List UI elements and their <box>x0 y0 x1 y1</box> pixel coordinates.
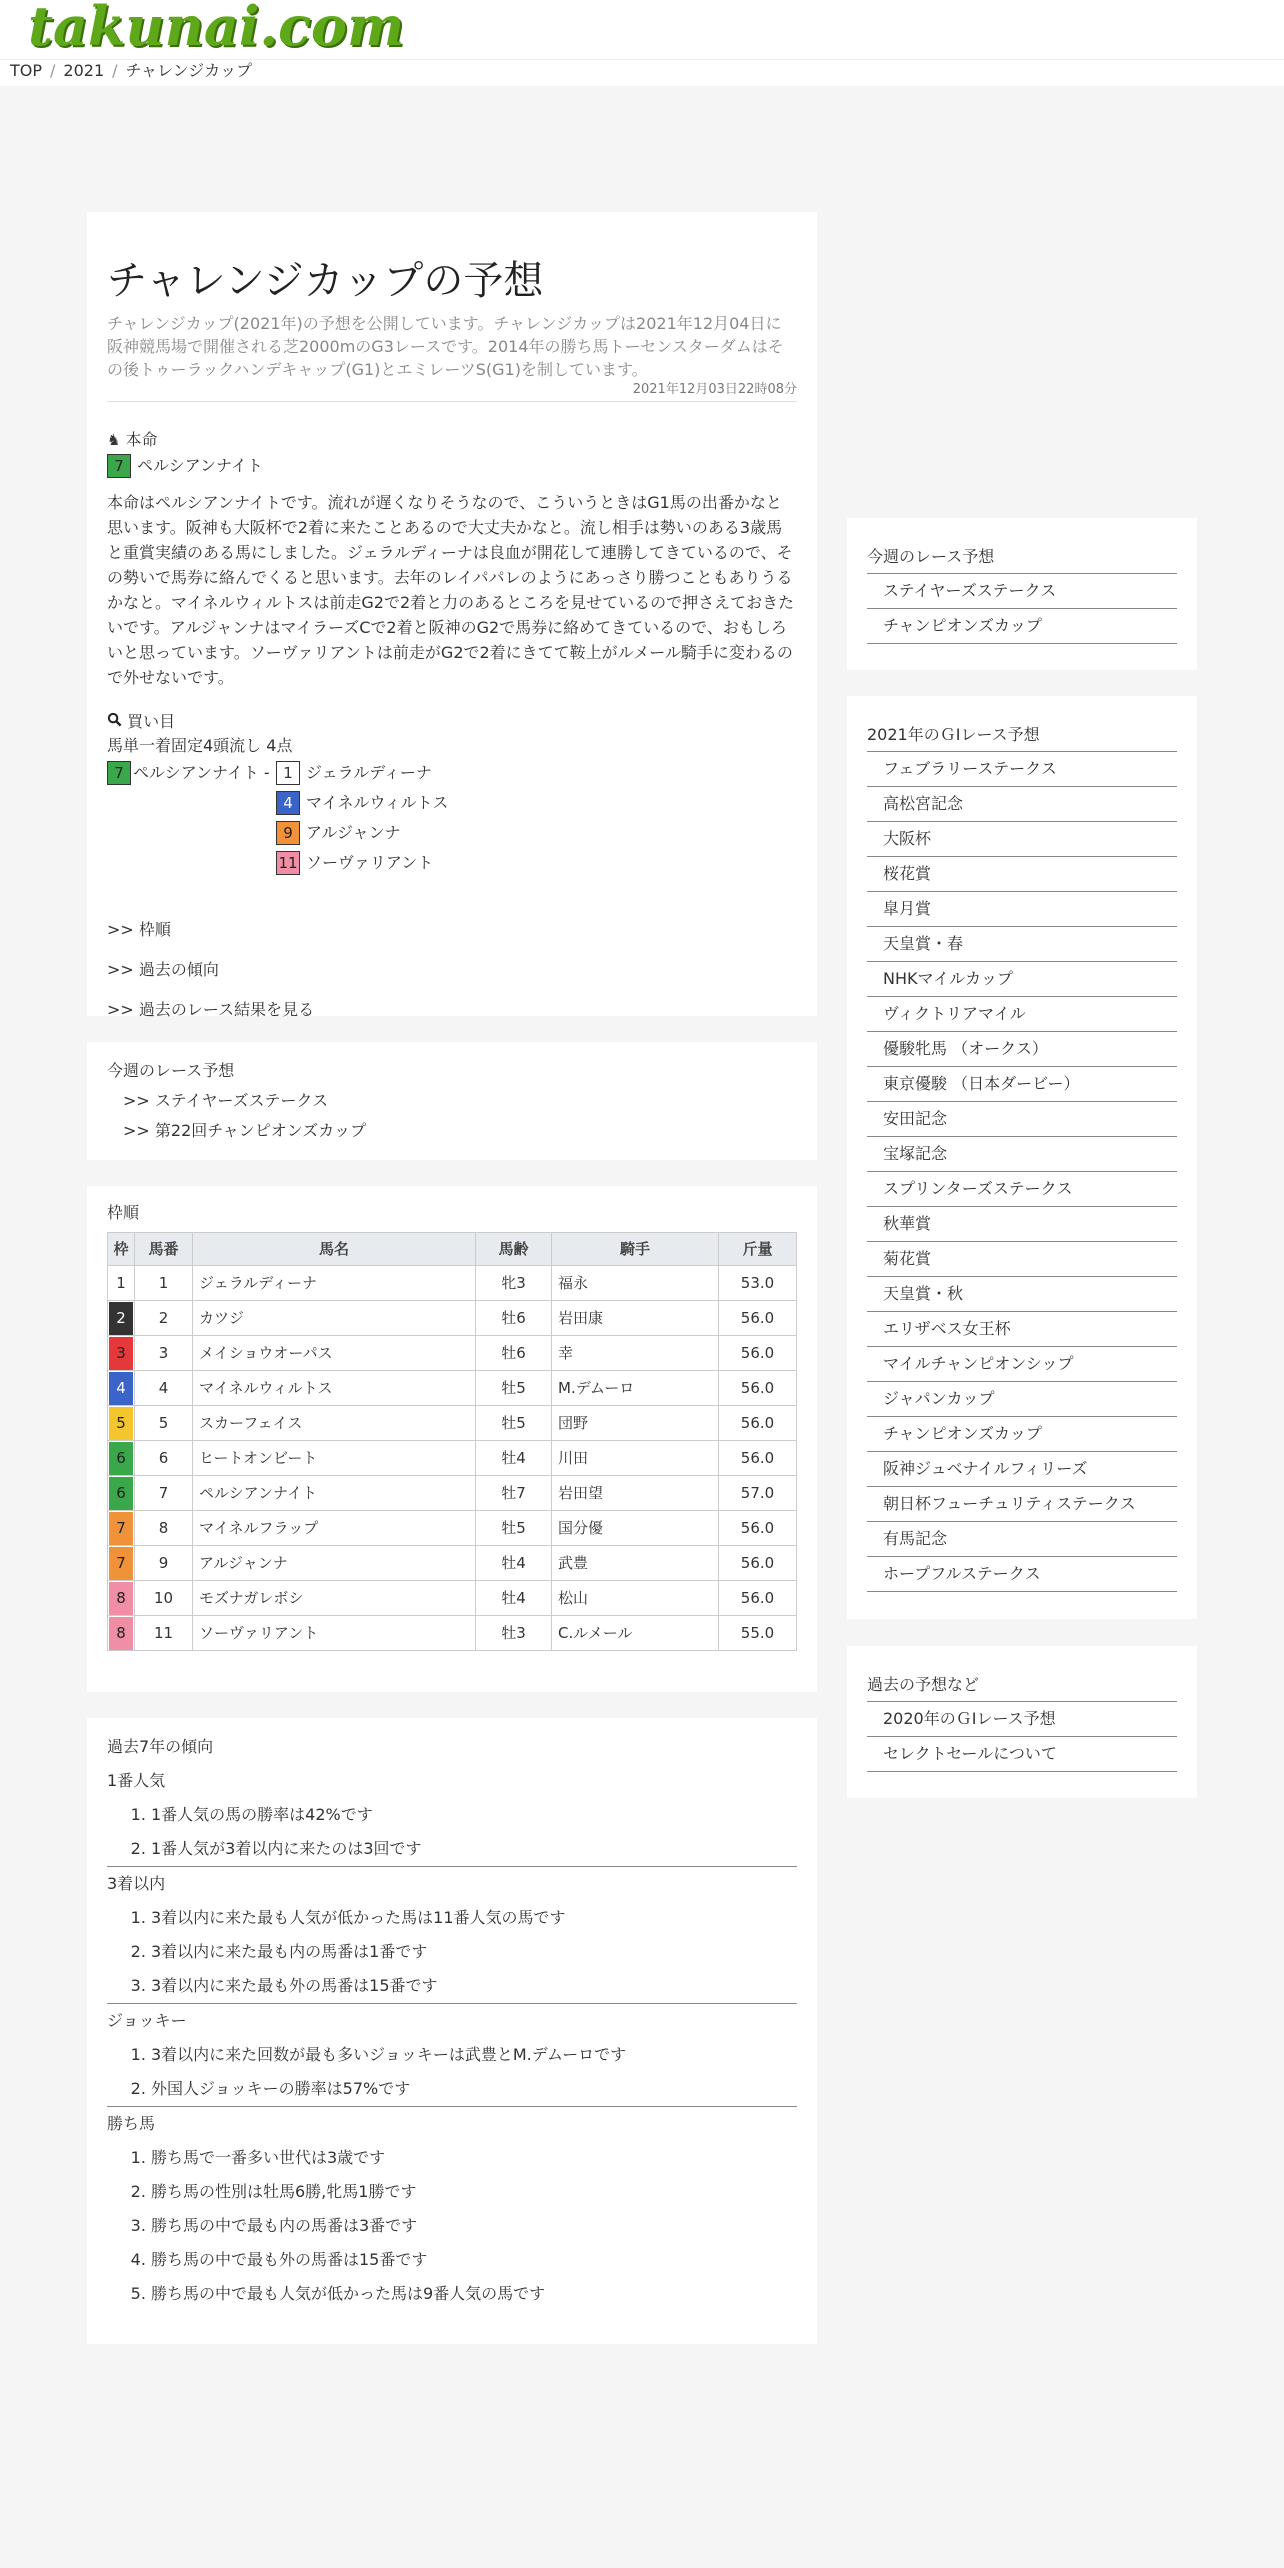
horse-name-cell: ソーヴァリアント <box>193 1616 476 1651</box>
horse-name-cell: ヒートオンビート <box>193 1441 476 1476</box>
jockey-cell: 国分優 <box>552 1511 719 1546</box>
waku-badge: 6 <box>109 1477 133 1510</box>
sidebar-g1-item[interactable]: スプリンターズステークス <box>867 1172 1177 1207</box>
horse-age-cell: 牡5 <box>476 1511 552 1546</box>
column-header: 枠 <box>108 1233 135 1266</box>
column-header: 斤量 <box>719 1233 797 1266</box>
sidebar-g1-item[interactable]: 朝日杯フューチュリティステークス <box>867 1487 1177 1522</box>
horse-age-cell: 牡4 <box>476 1546 552 1581</box>
buy-description: 馬単一着固定4頭流し 4点 <box>107 736 293 755</box>
trend-item: 2. 1番人気が3着以内に来たのは3回です <box>151 1832 797 1866</box>
horse-age-cell: 牡6 <box>476 1336 552 1371</box>
waku-badge: 7 <box>109 1512 133 1545</box>
table-row <box>108 1511 797 1546</box>
table-row <box>108 1266 797 1301</box>
waku-cell <box>108 1511 135 1546</box>
sidebar-g1-item[interactable]: 大阪杯 <box>867 822 1177 857</box>
horse-number-cell: 6 <box>135 1441 193 1476</box>
honmei-horse <box>107 454 797 478</box>
weight-cell: 57.0 <box>719 1476 797 1511</box>
weekly-title: 今週のレース予想 <box>107 1061 235 1080</box>
trend-group-title: 3着以内 <box>107 1874 166 1893</box>
waku-badge: 7 <box>109 1547 133 1580</box>
horse-number-badge: 7 <box>107 761 131 785</box>
column-header: 馬名 <box>193 1233 476 1266</box>
buy-partner-name: アルジャンナ <box>306 823 401 842</box>
jockey-cell: 岩田康 <box>552 1301 719 1336</box>
weight-cell: 56.0 <box>719 1581 797 1616</box>
horse-number-badge: 1 <box>276 761 300 785</box>
trend-item: 3. 勝ち馬の中で最も内の馬番は3番です <box>151 2209 797 2243</box>
waku-cell <box>108 1581 135 1616</box>
buy-partner <box>276 848 433 878</box>
weekly-races-card <box>87 1042 817 1160</box>
horse-number-cell: 4 <box>135 1371 193 1406</box>
weekly-link-stayers[interactable]: >> ステイヤーズステークス <box>123 1091 329 1110</box>
weight-cell: 56.0 <box>719 1546 797 1581</box>
horse-name-cell: ペルシアンナイト <box>193 1476 476 1511</box>
horse-age-cell: 牡4 <box>476 1581 552 1616</box>
waku-cell <box>108 1441 135 1476</box>
horse-number-cell: 3 <box>135 1336 193 1371</box>
table-row <box>108 1301 797 1336</box>
table-row <box>108 1581 797 1616</box>
jockey-cell: 武豊 <box>552 1546 719 1581</box>
waku-badge: 6 <box>109 1442 133 1475</box>
link-entries[interactable]: >> 枠順 <box>107 920 171 939</box>
jockey-cell: 幸 <box>552 1336 719 1371</box>
table-row <box>108 1406 797 1441</box>
waku-cell <box>108 1476 135 1511</box>
buy-partner <box>276 788 448 818</box>
horse-age-cell: 牡4 <box>476 1441 552 1476</box>
sidebar-past-card <box>847 1646 1197 1798</box>
buy-first-name: ペルシアンナイト - <box>133 763 270 782</box>
sidebar-weekly-title: 今週のレース予想 <box>867 542 1177 574</box>
buy-partner-name: ソーヴァリアント <box>306 853 434 872</box>
buy-first <box>107 758 270 788</box>
link-past-results[interactable]: >> 過去のレース結果を見る <box>107 1000 315 1019</box>
sidebar-g1-item[interactable]: 有馬記念 <box>867 1522 1177 1557</box>
jockey-cell: C.ルメール <box>552 1616 719 1651</box>
sidebar-g1-item[interactable]: 皐月賞 <box>867 892 1177 927</box>
waku-badge: 4 <box>109 1372 133 1405</box>
honmei-name: ペルシアンナイト <box>137 456 263 475</box>
trend-item: 2. 3着以内に来た最も内の馬番は1番です <box>151 1935 797 1969</box>
entries-title: 枠順 <box>107 1203 140 1222</box>
sidebar-g1-item[interactable]: 阪神ジュベナイルフィリーズ <box>867 1452 1177 1487</box>
horse-name-cell: スカーフェイス <box>193 1406 476 1441</box>
sidebar-g1-card <box>847 696 1197 1619</box>
trend-item: 4. 勝ち馬の中で最も外の馬番は15番です <box>151 2243 797 2277</box>
trend-group <box>107 1867 797 2004</box>
buy-partner-name: マイネルウィルトス <box>306 793 449 812</box>
waku-badge: 1 <box>109 1267 133 1300</box>
sidebar-weekly-card <box>847 518 1197 670</box>
horse-age-cell: 牝3 <box>476 1266 552 1301</box>
weight-cell: 56.0 <box>719 1406 797 1441</box>
waku-badge: 3 <box>109 1337 133 1370</box>
weight-cell: 56.0 <box>719 1336 797 1371</box>
sidebar-past-item[interactable]: セレクトセールについて <box>867 1737 1177 1772</box>
waku-cell <box>108 1266 135 1301</box>
buy-partner-name: ジェラルディーナ <box>306 763 432 782</box>
table-row <box>108 1336 797 1371</box>
trend-item: 1. 勝ち馬で一番多い世代は3歳です <box>151 2141 797 2175</box>
table-row <box>108 1371 797 1406</box>
sidebar-past-title: 過去の予想など <box>867 1670 1177 1702</box>
jockey-cell: 岩田望 <box>552 1476 719 1511</box>
sidebar-weekly-item[interactable]: チャンピオンズカップ <box>867 609 1177 644</box>
horse-number-cell: 8 <box>135 1511 193 1546</box>
sidebar-g1-item[interactable]: 優駿牝馬 （オークス） <box>867 1032 1177 1067</box>
jockey-cell: 福永 <box>552 1266 719 1301</box>
sidebar-weekly-item[interactable]: ステイヤーズステークス <box>867 574 1177 609</box>
horse-name-cell: カツジ <box>193 1301 476 1336</box>
breadcrumb <box>0 60 1284 86</box>
horse-age-cell: 牡6 <box>476 1301 552 1336</box>
weight-cell: 56.0 <box>719 1511 797 1546</box>
waku-cell <box>108 1546 135 1581</box>
column-header: 馬齢 <box>476 1233 552 1266</box>
sidebar-g1-list <box>867 752 1177 1592</box>
breadcrumb-separator: / <box>50 61 56 80</box>
horse-number-cell: 2 <box>135 1301 193 1336</box>
sidebar-g1-item[interactable]: 秋華賞 <box>867 1207 1177 1242</box>
entries-card <box>87 1186 817 1692</box>
horse-name-cell: マイネルフラップ <box>193 1511 476 1546</box>
horse-number-badge: 9 <box>276 821 300 845</box>
horse-number-cell: 11 <box>135 1616 193 1651</box>
trend-group-title: ジョッキー <box>107 2011 187 2030</box>
trend-item: 1. 3着以内に来た回数が最も多いジョッキーは武豊とM.デムーロです <box>151 2038 797 2072</box>
breadcrumb-year[interactable]: 2021 <box>63 61 105 80</box>
site-logo[interactable]: takunai.com <box>28 0 405 58</box>
prediction-comment: 本命はペルシアンナイトです。流れが遅くなりそうなので、こういうときはG1馬の出番かなと思います。阪神も大阪杯で2着に来たことあるので大丈夫かなと。流し相手は勢いのある3歳馬と重賞実績のある馬にしました。ジェラルディーナは良血が開花して連勝してきているので、その勢いで馬券に絡んでくると思います。去年のレイパパレのようにあっさり勝つこともありうるかなと。マイネルウィルトスは前走G2で2着と力のあるところを見せているので押さえておきたいです。アルジャンナはマイラーズCで2着と阪神のG2で馬券に絡めてきているので、おもしろいと思っています。ソーヴァリアントは前走がG2で2着にきてて鞍上がルメール騎手に変わるので外せないです。 <box>107 493 795 687</box>
column-header: 馬番 <box>135 1233 193 1266</box>
trend-group-title: 1番人気 <box>107 1771 166 1790</box>
search-icon <box>107 712 127 731</box>
article-links <box>107 910 797 1030</box>
sidebar-past-item[interactable]: 2020年のＧⅠレース予想 <box>867 1702 1177 1737</box>
sidebar-g1-item[interactable]: ジャパンカップ <box>867 1382 1177 1417</box>
horse-number-cell: 10 <box>135 1581 193 1616</box>
waku-cell <box>108 1336 135 1371</box>
trend-group <box>107 1764 797 1867</box>
horse-name-cell: マイネルウィルトス <box>193 1371 476 1406</box>
jockey-cell: 団野 <box>552 1406 719 1441</box>
weight-cell: 56.0 <box>719 1301 797 1336</box>
trend-group-title: 勝ち馬 <box>107 2114 156 2133</box>
sidebar-past-list <box>867 1702 1177 1772</box>
buy-label: 買い目 <box>127 712 176 731</box>
sidebar-g1-item[interactable]: NHKマイルカップ <box>867 962 1177 997</box>
sidebar-g1-item[interactable]: ヴィクトリアマイル <box>867 997 1177 1032</box>
table-row <box>108 1441 797 1476</box>
jockey-cell: 松山 <box>552 1581 719 1616</box>
jockey-cell: M.デムーロ <box>552 1371 719 1406</box>
prediction-card <box>87 212 817 1019</box>
horse-number-badge: 7 <box>107 454 131 478</box>
sidebar-g1-item[interactable]: 菊花賞 <box>867 1242 1177 1277</box>
trend-item: 5. 勝ち馬の中で最も人気が低かった馬は9番人気の馬です <box>151 2277 797 2311</box>
buy-heading <box>107 710 797 734</box>
horse-name-cell: ジェラルディーナ <box>193 1266 476 1301</box>
horse-age-cell: 牡3 <box>476 1616 552 1651</box>
weight-cell: 53.0 <box>719 1266 797 1301</box>
breadcrumb-separator: / <box>112 61 118 80</box>
horse-name-cell: モズナガレボシ <box>193 1581 476 1616</box>
table-row <box>108 1546 797 1581</box>
sidebar-g1-item[interactable]: 桜花賞 <box>867 857 1177 892</box>
sidebar-g1-item[interactable]: ホープフルステークス <box>867 1557 1177 1592</box>
trend-list <box>151 2141 797 2311</box>
horse-number-cell: 5 <box>135 1406 193 1441</box>
waku-badge: 8 <box>109 1617 133 1650</box>
waku-badge: 5 <box>109 1407 133 1440</box>
horse-number-cell: 9 <box>135 1546 193 1581</box>
sidebar-g1-item[interactable]: フェブラリーステークス <box>867 752 1177 787</box>
page-title: チャレンジカップの予想 <box>107 258 544 304</box>
table-row <box>108 1616 797 1651</box>
horse-icon: ♞ <box>107 431 121 449</box>
trend-group <box>107 2004 797 2107</box>
column-header: 騎手 <box>552 1233 719 1266</box>
waku-cell <box>108 1616 135 1651</box>
honmei-label: 本命 <box>125 430 158 449</box>
table-header-row <box>108 1233 797 1266</box>
horse-name-cell: メイショウオーパス <box>193 1336 476 1371</box>
waku-cell <box>108 1406 135 1441</box>
trend-item: 1. 1番人気の馬の勝率は42%です <box>151 1798 797 1832</box>
sidebar-g1-item[interactable]: 宝塚記念 <box>867 1137 1177 1172</box>
horse-age-cell: 牡5 <box>476 1406 552 1441</box>
weight-cell: 55.0 <box>719 1616 797 1651</box>
trend-item: 2. 外国人ジョッキーの勝率は57%です <box>151 2072 797 2106</box>
trend-group <box>107 2107 797 2311</box>
trend-list <box>151 1798 797 1866</box>
trend-list <box>151 1901 797 2003</box>
table-row <box>108 1476 797 1511</box>
waku-cell <box>108 1371 135 1406</box>
weekly-link-champions[interactable]: >> 第22回チャンピオンズカップ <box>123 1121 367 1140</box>
weight-cell: 56.0 <box>719 1441 797 1476</box>
trends-card <box>87 1718 817 2344</box>
sidebar-g1-item[interactable]: 安田記念 <box>867 1102 1177 1137</box>
horse-number-cell: 7 <box>135 1476 193 1511</box>
horse-age-cell: 牡5 <box>476 1371 552 1406</box>
horse-number-badge: 11 <box>276 851 300 875</box>
entries-table <box>107 1232 797 1651</box>
link-trends[interactable]: >> 過去の傾向 <box>107 960 219 979</box>
sidebar-g1-item[interactable]: エリザベス女王杯 <box>867 1312 1177 1347</box>
buy-partner <box>276 758 432 788</box>
trend-item: 3. 3着以内に来た最も外の馬番は15番です <box>151 1969 797 2003</box>
trend-list <box>151 2038 797 2106</box>
trends-list <box>107 1764 797 2311</box>
breadcrumb-top[interactable]: TOP <box>10 61 43 80</box>
horse-number-cell: 1 <box>135 1266 193 1301</box>
sidebar-g1-item[interactable]: 天皇賞・春 <box>867 927 1177 962</box>
trends-title: 過去7年の傾向 <box>107 1737 214 1756</box>
sidebar-g1-item[interactable]: 天皇賞・秋 <box>867 1277 1177 1312</box>
sidebar-g1-title: 2021年のＧⅠレース予想 <box>867 720 1177 752</box>
buy-partner <box>276 818 401 848</box>
trend-item: 1. 3着以内に来た最も人気が低かった馬は11番人気の馬です <box>151 1901 797 1935</box>
trend-item: 2. 勝ち馬の性別は牡馬6勝,牝馬1勝です <box>151 2175 797 2209</box>
waku-cell <box>108 1301 135 1336</box>
weight-cell: 56.0 <box>719 1371 797 1406</box>
waku-badge: 2 <box>109 1302 133 1335</box>
sidebar-g1-item[interactable]: マイルチャンピオンシップ <box>867 1347 1177 1382</box>
site-header <box>0 0 1284 60</box>
sidebar-g1-item[interactable]: 東京優駿 （日本ダービー） <box>867 1067 1177 1102</box>
honmei-heading <box>107 428 797 452</box>
sidebar-g1-item[interactable]: 高松宮記念 <box>867 787 1177 822</box>
breadcrumb-current: チャレンジカップ <box>125 61 253 80</box>
buy-combination <box>107 758 797 882</box>
article-lead: チャレンジカップ(2021年)の予想を公開しています。チャレンジカップは2021年12月04日に阪神競馬場で開催される芝2000mのG3レースです。2014年の勝ち馬トーセンスターダムはその後トゥーラックハンデキャップ(G1)とエミレーツS(G1)を制しています。 <box>107 314 784 379</box>
horse-number-badge: 4 <box>276 791 300 815</box>
horse-name-cell: アルジャンナ <box>193 1546 476 1581</box>
sidebar-g1-item[interactable]: チャンピオンズカップ <box>867 1417 1177 1452</box>
jockey-cell: 川田 <box>552 1441 719 1476</box>
waku-badge: 8 <box>109 1582 133 1615</box>
horse-age-cell: 牡7 <box>476 1476 552 1511</box>
published-date: 2021年12月03日22時08分 <box>107 381 797 402</box>
sidebar-weekly-list <box>867 574 1177 644</box>
